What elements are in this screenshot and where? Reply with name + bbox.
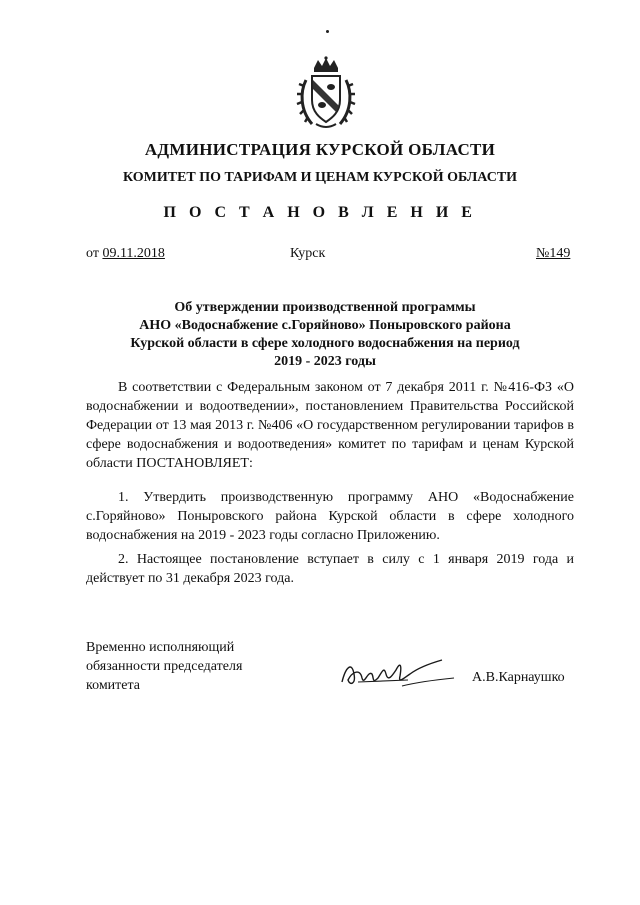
date-value: 09.11.2018 [102,246,165,261]
subject-line-3: Курской области в сфере холодного водоснабжения на период [130,336,520,351]
committee-title: КОМИТЕТ ПО ТАРИФАМ И ЦЕНАМ КУРСКОЙ ОБЛАСТИ [122,170,518,185]
position-line-3: комитета [86,678,141,693]
document-number: №149 [536,246,571,261]
resolution-item-1: 1. Утвердить производственную программу АНО «Водоснабжение с.Горяйново» Поныровского района Курской области в сфере холодного водоснабжения на 2019 - 2023 годы согласно Приложению. [86,490,574,543]
document-type: П О С Т А Н О В Л Е Н И Е [163,204,477,221]
document-subject [80,299,570,371]
subject-line-2: АНО «Водоснабжение с.Горяйново» Поныровского района [139,318,511,333]
signatory-position [86,638,242,695]
date-prefix: от [86,246,103,261]
preamble-paragraph: В соответствии с Федеральным законом от 7 декабря 2011 г. №416-ФЗ «О водоснабжении и водоотведении», постановлением Правительства Российской Федерации от 13 мая 2013 г. №406 «О государственном регулировании тарифов в сфере водоснабжения и водоотведения» комитет по тарифам и ценам Курской области ПОСТАНОВЛЯЕТ: [86,380,574,471]
position-line-2: обязанности председателя [86,659,243,674]
org-title: АДМИНИСТРАЦИЯ КУРСКОЙ ОБЛАСТИ [144,140,496,159]
subject-line-4: 2019 - 2023 годы [274,354,376,369]
subject-line-1: Об утверждении производственной программы [174,300,476,315]
resolution-item-2: 2. Настоящее постановление вступает в силу с 1 января 2019 года и действует по 31 декабря 2023 года. [86,552,574,586]
position-line-1: Временно исполняющий [86,640,235,655]
scan-dot [326,30,329,33]
handwritten-signature [338,652,458,692]
document-city: Курск [290,246,326,261]
signatory-name: А.В.Карнаушко [472,670,565,685]
coat-of-arms-icon [296,56,356,132]
document-date [86,246,165,262]
